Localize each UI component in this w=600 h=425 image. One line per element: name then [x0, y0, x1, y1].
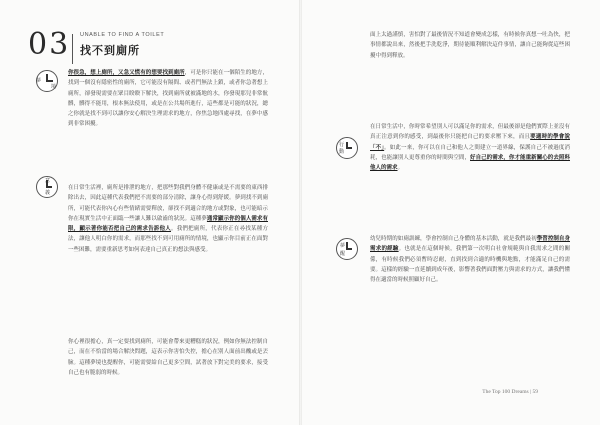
body-text: 面上太過謹慎，害怕對了最後情況不知道會變成怎樣，有時候你真想一吐為快，把事情都說出來，然後把手洗乾淨，期待能順利解決這件事情，	[370, 32, 570, 49]
clock-icon	[336, 137, 358, 159]
body-text: ，可是你只能在一個陌生的地方，找到一個沒有隱密性的廁所，它可能沒有隔間、或者門無法上鎖，或者你急著想上廁所，卻發現需要在眾目睽睽下解決，找到廁所就被滿地的水，你發現那兒非常骯髒，髒得不能用，根本無法使用，或是在公共場所進行，這些都是可能的狀況，總之你就是找不到可以讓你安心解決生理需求的地方，你焦急地四處尋找，在夢中感到非常困擾。	[68, 70, 268, 128]
highlight-text: 要適時的學會說「不」	[370, 134, 570, 151]
body-text: 在日常生活裡，廁所是排泄的地方，把那些對我們身體不健康或是不需要的東西排除出去，因此這種代表我們把不需要的部分清除，讓身心得到舒緩。夢到找不到廁所，可能代表你內心有些情緒需要釋放，卻找不到適合的地方或對象，也可能暗示你在現實生活中正面臨一些讓人難以啟齒的狀況。這種夢	[68, 185, 268, 222]
right-paragraph-3	[370, 234, 570, 285]
highlight-text: 學習控制自身需求的經驗	[370, 236, 570, 253]
body-text: 幼兒時期的如廁訓練，學會控制自己身體的基本活動，就是我們最初	[370, 236, 537, 242]
right-paragraph-2	[370, 122, 570, 173]
chapter-number: 03	[28, 27, 71, 62]
page-fold	[299, 0, 302, 425]
chapter-title: 找不到廁所	[80, 44, 140, 57]
body-text: 。	[397, 165, 404, 172]
body-text: 。如此一來，你可以在自己和他人之間建立一道界線，保護自己不被過度消耗，也能讓別人更尊重你的時間與空間，	[370, 144, 570, 161]
clock-label-b: 動	[339, 149, 345, 155]
body-text: 。也就是在這個時候，我們第一次明白社會規範與自我需求之間的關係，有時候我們必須暫時忍耐，直到找到合適的時機與地點，才能滿足自己的需要。這樣的經驗一直延續到成年後，影響著我們面對壓力與需求的方式，讓我們懂得在適當的時候照顧好自己。	[370, 246, 570, 284]
book-title: The Top 100 Dreams	[482, 389, 529, 395]
clock-label-a: 夢	[340, 243, 346, 249]
clock-label-b: 義	[45, 190, 51, 196]
clock-label-a: 行	[339, 142, 345, 148]
body-text: 你心裡很擔心，真一定要找到廁所，可能會帶來更糟糕的狀況，例如你無法控制自己，而在不恰當的場合解決問題，這表示你害怕失控，擔心在別人面前出醜或是丟臉。這種夢境也提醒你，可能需要給自己更多空間，試著放下對完美的要求，接受自己也有脆弱的時候。	[68, 339, 268, 376]
clock-icon	[36, 70, 58, 92]
chapter-divider	[72, 34, 73, 64]
body-text: 讓自己能夠從這些困擾中得到釋放。	[370, 42, 570, 59]
highlight-text: 你很急，想上廁所，又急又慌有的想要找到廁所	[68, 70, 185, 76]
body-text: 在日常生活中，你時常希望別人可以滿足你的需求，但最後卻是他們實際上並沒有真正注意到你的感受，到最後你只能把自己的要求壓下來，而且	[370, 124, 570, 141]
right-paragraph-1	[370, 30, 570, 61]
page-footer	[482, 389, 538, 395]
highlight-text: 好自己的需求，你才能重新關心的去照料他人的需求	[370, 154, 570, 172]
clock-label-b: 醒	[340, 251, 346, 257]
left-paragraph-1	[68, 68, 268, 130]
clock-icon	[336, 238, 358, 260]
left-paragraph-2	[68, 183, 268, 255]
chapter-subtitle: UNABLE TO FIND A TOILET	[80, 32, 165, 38]
clock-label-a: 夢	[36, 78, 42, 84]
highlight-text: 通常顯示你的個人需求有限，顯示著你能否把自己的需求告訴他人	[68, 215, 268, 233]
footer-separator: |	[530, 389, 533, 395]
left-paragraph-3	[68, 337, 268, 378]
page-number: 59	[532, 389, 538, 395]
clock-label-a: 意	[45, 178, 51, 184]
clock-icon	[36, 176, 58, 198]
body-text: 。我們把廁所，代表你正在尋找某種方法，讓他人明白你的需求，而那些找不到可用廁所的情境，也顯示你目前正在面對一些困難，需要重新思考如何表達自己真正的想法與感受。	[68, 226, 268, 253]
clock-label-b: 境	[51, 84, 57, 90]
